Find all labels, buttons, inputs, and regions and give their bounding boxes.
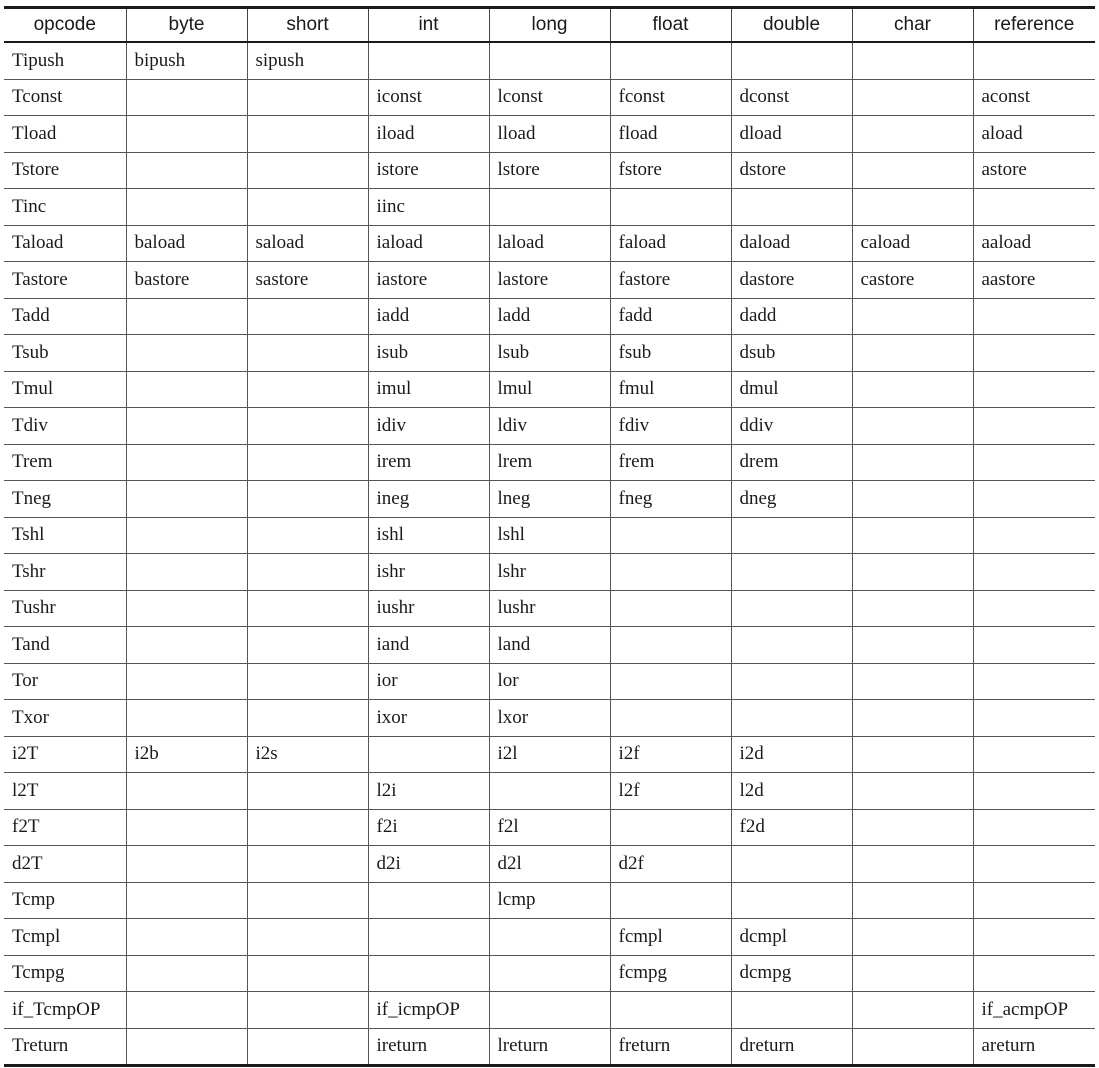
instruction-cell: iaload — [368, 225, 489, 262]
opcode-cell: Tdiv — [4, 408, 126, 445]
instruction-cell — [126, 481, 247, 518]
table-row — [4, 298, 1095, 335]
instruction-cell: dcmpl — [731, 919, 852, 956]
instruction-cell: frem — [610, 444, 731, 481]
table-body — [4, 42, 1095, 1066]
opcode-cell: Txor — [4, 700, 126, 737]
instruction-cell — [247, 992, 368, 1029]
instruction-cell — [247, 700, 368, 737]
instruction-cell: areturn — [973, 1028, 1095, 1066]
instruction-cell: iushr — [368, 590, 489, 627]
opcode-cell: Tadd — [4, 298, 126, 335]
instruction-cell — [126, 298, 247, 335]
instruction-cell — [852, 189, 973, 226]
instruction-cell: d2f — [610, 846, 731, 883]
instruction-cell: dastore — [731, 262, 852, 299]
instruction-cell: fload — [610, 116, 731, 153]
instruction-cell — [731, 554, 852, 591]
instruction-cell — [852, 663, 973, 700]
instruction-cell — [247, 408, 368, 445]
column-header-char: char — [852, 8, 973, 43]
table-row — [4, 554, 1095, 591]
instruction-cell — [126, 1028, 247, 1066]
instruction-cell: i2f — [610, 736, 731, 773]
instruction-cell: ixor — [368, 700, 489, 737]
instruction-cell: dreturn — [731, 1028, 852, 1066]
instruction-cell — [489, 42, 610, 79]
instruction-cell: sipush — [247, 42, 368, 79]
instruction-cell — [973, 773, 1095, 810]
instruction-cell — [852, 773, 973, 810]
instruction-cell: fconst — [610, 79, 731, 116]
instruction-cell: dconst — [731, 79, 852, 116]
instruction-cell: daload — [731, 225, 852, 262]
instruction-cell — [247, 627, 368, 664]
opcode-cell: Tor — [4, 663, 126, 700]
instruction-cell — [973, 809, 1095, 846]
instruction-cell — [852, 335, 973, 372]
instruction-cell — [852, 1028, 973, 1066]
instruction-cell — [731, 517, 852, 554]
instruction-cell: fcmpl — [610, 919, 731, 956]
instruction-cell — [126, 627, 247, 664]
instruction-cell: f2d — [731, 809, 852, 846]
opcode-cell: Tcmpl — [4, 919, 126, 956]
instruction-cell — [247, 554, 368, 591]
instruction-cell — [731, 846, 852, 883]
instruction-cell — [973, 590, 1095, 627]
table-row — [4, 1028, 1095, 1066]
instruction-cell — [610, 42, 731, 79]
instruction-cell: d2l — [489, 846, 610, 883]
instruction-cell — [247, 663, 368, 700]
column-header-short: short — [247, 8, 368, 43]
opcode-cell: Tneg — [4, 481, 126, 518]
instruction-cell: lload — [489, 116, 610, 153]
column-header-byte: byte — [126, 8, 247, 43]
instruction-cell — [610, 627, 731, 664]
instruction-cell — [852, 152, 973, 189]
instruction-cell: ishl — [368, 517, 489, 554]
instruction-cell: lstore — [489, 152, 610, 189]
opcode-type-table-container — [4, 6, 1095, 1067]
column-header-reference: reference — [973, 8, 1095, 43]
instruction-cell: lushr — [489, 590, 610, 627]
instruction-cell — [126, 554, 247, 591]
table-row — [4, 663, 1095, 700]
instruction-cell — [247, 1028, 368, 1066]
instruction-cell: bipush — [126, 42, 247, 79]
instruction-cell — [368, 42, 489, 79]
instruction-cell — [126, 919, 247, 956]
table-row — [4, 627, 1095, 664]
instruction-cell: lsub — [489, 335, 610, 372]
instruction-cell — [247, 189, 368, 226]
instruction-cell — [973, 919, 1095, 956]
table-row — [4, 736, 1095, 773]
instruction-cell — [126, 663, 247, 700]
instruction-cell — [247, 955, 368, 992]
instruction-cell — [852, 809, 973, 846]
instruction-cell: castore — [852, 262, 973, 299]
instruction-cell: fstore — [610, 152, 731, 189]
instruction-cell: dmul — [731, 371, 852, 408]
instruction-cell — [973, 335, 1095, 372]
column-header-opcode: opcode — [4, 8, 126, 43]
table-row — [4, 408, 1095, 445]
instruction-cell: iinc — [368, 189, 489, 226]
instruction-cell — [973, 846, 1095, 883]
instruction-cell: caload — [852, 225, 973, 262]
instruction-cell — [126, 809, 247, 846]
table-row — [4, 919, 1095, 956]
instruction-cell — [973, 663, 1095, 700]
instruction-cell — [247, 116, 368, 153]
instruction-cell: fneg — [610, 481, 731, 518]
instruction-cell: i2l — [489, 736, 610, 773]
instruction-cell — [247, 371, 368, 408]
opcode-cell: Tstore — [4, 152, 126, 189]
instruction-cell — [852, 444, 973, 481]
instruction-cell: lrem — [489, 444, 610, 481]
instruction-cell: i2d — [731, 736, 852, 773]
instruction-cell — [973, 955, 1095, 992]
instruction-cell — [973, 298, 1095, 335]
instruction-cell: fmul — [610, 371, 731, 408]
instruction-cell: dneg — [731, 481, 852, 518]
instruction-cell — [126, 79, 247, 116]
instruction-cell: imul — [368, 371, 489, 408]
instruction-cell: lor — [489, 663, 610, 700]
instruction-cell: ladd — [489, 298, 610, 335]
instruction-cell — [973, 481, 1095, 518]
table-row — [4, 444, 1095, 481]
table-row — [4, 225, 1095, 262]
opcode-cell: d2T — [4, 846, 126, 883]
instruction-cell: lneg — [489, 481, 610, 518]
instruction-cell: drem — [731, 444, 852, 481]
instruction-cell — [852, 627, 973, 664]
table-row — [4, 481, 1095, 518]
instruction-cell: faload — [610, 225, 731, 262]
instruction-cell — [126, 189, 247, 226]
instruction-cell — [852, 736, 973, 773]
opcode-cell: l2T — [4, 773, 126, 810]
instruction-cell — [368, 882, 489, 919]
instruction-cell: lreturn — [489, 1028, 610, 1066]
table-row — [4, 262, 1095, 299]
opcode-cell: f2T — [4, 809, 126, 846]
instruction-cell: saload — [247, 225, 368, 262]
instruction-cell — [368, 736, 489, 773]
instruction-cell: i2b — [126, 736, 247, 773]
instruction-cell — [731, 663, 852, 700]
instruction-cell — [852, 371, 973, 408]
table-row — [4, 42, 1095, 79]
instruction-cell: lconst — [489, 79, 610, 116]
table-row — [4, 992, 1095, 1029]
instruction-cell: ddiv — [731, 408, 852, 445]
opcode-cell: Tmul — [4, 371, 126, 408]
instruction-cell — [973, 627, 1095, 664]
instruction-cell — [247, 517, 368, 554]
instruction-cell — [852, 481, 973, 518]
table-row — [4, 116, 1095, 153]
instruction-cell: lxor — [489, 700, 610, 737]
opcode-type-table — [4, 6, 1095, 1067]
instruction-cell — [610, 517, 731, 554]
table-header — [4, 8, 1095, 43]
instruction-cell: land — [489, 627, 610, 664]
instruction-cell — [852, 79, 973, 116]
opcode-cell: Tload — [4, 116, 126, 153]
instruction-cell: l2f — [610, 773, 731, 810]
instruction-cell — [610, 882, 731, 919]
opcode-cell: i2T — [4, 736, 126, 773]
column-header-double: double — [731, 8, 852, 43]
table-row — [4, 79, 1095, 116]
opcode-cell: Trem — [4, 444, 126, 481]
instruction-cell — [247, 809, 368, 846]
instruction-cell: if_icmpOP — [368, 992, 489, 1029]
opcode-cell: Taload — [4, 225, 126, 262]
instruction-cell — [852, 590, 973, 627]
instruction-cell: aastore — [973, 262, 1095, 299]
instruction-cell — [126, 408, 247, 445]
instruction-cell — [247, 846, 368, 883]
opcode-cell: Tipush — [4, 42, 126, 79]
instruction-cell — [610, 700, 731, 737]
instruction-cell: irem — [368, 444, 489, 481]
instruction-cell: aconst — [973, 79, 1095, 116]
table-row — [4, 517, 1095, 554]
instruction-cell: dcmpg — [731, 955, 852, 992]
instruction-cell: ldiv — [489, 408, 610, 445]
instruction-cell — [973, 736, 1095, 773]
instruction-cell — [973, 42, 1095, 79]
instruction-cell — [610, 663, 731, 700]
opcode-cell: Tshr — [4, 554, 126, 591]
table-row — [4, 882, 1095, 919]
instruction-cell: lshl — [489, 517, 610, 554]
instruction-cell: lcmp — [489, 882, 610, 919]
instruction-cell — [973, 189, 1095, 226]
instruction-cell — [489, 919, 610, 956]
instruction-cell — [368, 919, 489, 956]
table-row — [4, 189, 1095, 226]
instruction-cell — [126, 152, 247, 189]
instruction-cell — [247, 882, 368, 919]
instruction-cell — [973, 444, 1095, 481]
instruction-cell: i2s — [247, 736, 368, 773]
opcode-cell: Tshl — [4, 517, 126, 554]
instruction-cell: bastore — [126, 262, 247, 299]
instruction-cell: d2i — [368, 846, 489, 883]
instruction-cell — [126, 116, 247, 153]
instruction-cell: ishr — [368, 554, 489, 591]
instruction-cell: dload — [731, 116, 852, 153]
instruction-cell: iconst — [368, 79, 489, 116]
instruction-cell — [852, 882, 973, 919]
instruction-cell — [731, 882, 852, 919]
instruction-cell — [852, 955, 973, 992]
instruction-cell: baload — [126, 225, 247, 262]
instruction-cell — [247, 444, 368, 481]
instruction-cell: iload — [368, 116, 489, 153]
instruction-cell: lshr — [489, 554, 610, 591]
instruction-cell — [852, 846, 973, 883]
instruction-cell — [126, 590, 247, 627]
instruction-cell — [126, 955, 247, 992]
instruction-cell — [489, 189, 610, 226]
table-row — [4, 152, 1095, 189]
instruction-cell — [852, 42, 973, 79]
table-row — [4, 773, 1095, 810]
instruction-cell: aaload — [973, 225, 1095, 262]
instruction-cell — [852, 919, 973, 956]
instruction-cell: fcmpg — [610, 955, 731, 992]
instruction-cell — [973, 517, 1095, 554]
opcode-cell: Tand — [4, 627, 126, 664]
instruction-cell — [247, 152, 368, 189]
instruction-cell — [126, 444, 247, 481]
instruction-cell: iastore — [368, 262, 489, 299]
instruction-cell — [126, 773, 247, 810]
instruction-cell: iand — [368, 627, 489, 664]
opcode-cell: Tastore — [4, 262, 126, 299]
table-row — [4, 371, 1095, 408]
instruction-cell — [610, 992, 731, 1029]
table-row — [4, 590, 1095, 627]
instruction-cell: lmul — [489, 371, 610, 408]
opcode-cell: Tsub — [4, 335, 126, 372]
table-row — [4, 846, 1095, 883]
instruction-cell: l2i — [368, 773, 489, 810]
instruction-cell: lastore — [489, 262, 610, 299]
instruction-cell — [126, 846, 247, 883]
instruction-cell: astore — [973, 152, 1095, 189]
instruction-cell — [368, 955, 489, 992]
instruction-cell — [247, 335, 368, 372]
instruction-cell — [973, 700, 1095, 737]
instruction-cell — [489, 773, 610, 810]
instruction-cell — [731, 627, 852, 664]
instruction-cell: dsub — [731, 335, 852, 372]
instruction-cell — [126, 700, 247, 737]
opcode-cell: Tushr — [4, 590, 126, 627]
instruction-cell — [247, 773, 368, 810]
instruction-cell — [731, 189, 852, 226]
instruction-cell — [126, 335, 247, 372]
instruction-cell: iadd — [368, 298, 489, 335]
instruction-cell — [731, 590, 852, 627]
column-header-int: int — [368, 8, 489, 43]
instruction-cell — [852, 517, 973, 554]
instruction-cell — [126, 517, 247, 554]
instruction-cell — [731, 700, 852, 737]
instruction-cell — [126, 371, 247, 408]
instruction-cell — [973, 371, 1095, 408]
instruction-cell — [489, 955, 610, 992]
instruction-cell — [852, 554, 973, 591]
instruction-cell — [973, 408, 1095, 445]
instruction-cell: idiv — [368, 408, 489, 445]
table-row — [4, 335, 1095, 372]
instruction-cell — [247, 298, 368, 335]
instruction-cell: fadd — [610, 298, 731, 335]
opcode-cell: Treturn — [4, 1028, 126, 1066]
instruction-cell — [852, 992, 973, 1029]
opcode-cell: Tcmpg — [4, 955, 126, 992]
opcode-cell: if_TcmpOP — [4, 992, 126, 1029]
instruction-cell — [852, 408, 973, 445]
instruction-cell — [731, 42, 852, 79]
instruction-cell: dstore — [731, 152, 852, 189]
instruction-cell — [852, 700, 973, 737]
instruction-cell — [973, 882, 1095, 919]
instruction-cell: fsub — [610, 335, 731, 372]
instruction-cell: f2i — [368, 809, 489, 846]
instruction-cell: fdiv — [610, 408, 731, 445]
instruction-cell — [126, 992, 247, 1029]
instruction-cell — [973, 554, 1095, 591]
instruction-cell — [731, 992, 852, 1029]
instruction-cell — [610, 554, 731, 591]
instruction-cell: aload — [973, 116, 1095, 153]
table-row — [4, 955, 1095, 992]
header-row — [4, 8, 1095, 43]
instruction-cell — [247, 79, 368, 116]
column-header-long: long — [489, 8, 610, 43]
instruction-cell: if_acmpOP — [973, 992, 1095, 1029]
instruction-cell — [852, 116, 973, 153]
instruction-cell — [610, 809, 731, 846]
instruction-cell — [610, 590, 731, 627]
opcode-cell: Tcmp — [4, 882, 126, 919]
instruction-cell: f2l — [489, 809, 610, 846]
instruction-cell: istore — [368, 152, 489, 189]
instruction-cell — [126, 882, 247, 919]
instruction-cell: ireturn — [368, 1028, 489, 1066]
instruction-cell — [852, 298, 973, 335]
instruction-cell — [247, 590, 368, 627]
opcode-cell: Tconst — [4, 79, 126, 116]
instruction-cell — [247, 481, 368, 518]
instruction-cell — [610, 189, 731, 226]
instruction-cell: fastore — [610, 262, 731, 299]
instruction-cell: sastore — [247, 262, 368, 299]
instruction-cell: l2d — [731, 773, 852, 810]
instruction-cell: ior — [368, 663, 489, 700]
instruction-cell: laload — [489, 225, 610, 262]
instruction-cell: ineg — [368, 481, 489, 518]
column-header-float: float — [610, 8, 731, 43]
instruction-cell: dadd — [731, 298, 852, 335]
instruction-cell — [489, 992, 610, 1029]
instruction-cell: isub — [368, 335, 489, 372]
instruction-cell: freturn — [610, 1028, 731, 1066]
instruction-cell — [247, 919, 368, 956]
table-row — [4, 809, 1095, 846]
opcode-cell: Tinc — [4, 189, 126, 226]
table-row — [4, 700, 1095, 737]
